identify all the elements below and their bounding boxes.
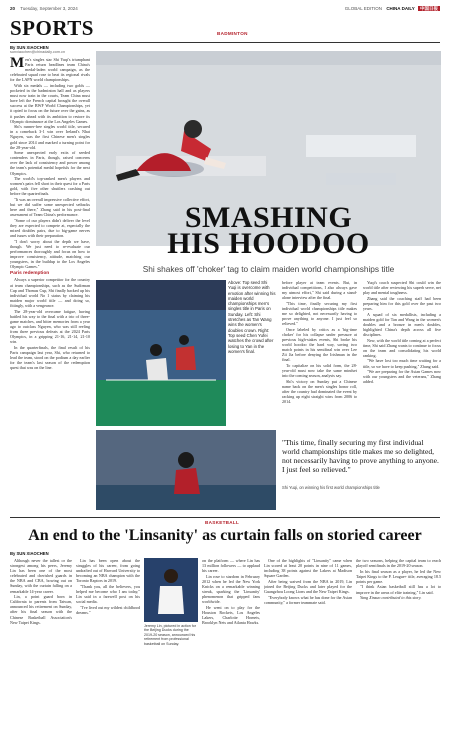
mid-rule (10, 517, 440, 518)
secondary-photo-illustration (96, 430, 276, 510)
col1b-para-2: "Some of our players didn't deliver the level they are expected to compete at, especially the mixed doubles pairs, due to big-game nerves and issues with their preparation. (10, 217, 90, 239)
col2-para-1: "This time, finally securing my first individual world championships title makes me so delighted, not necessarily having to prove anything to anyone. I just feel so relieved." (282, 300, 357, 327)
bcol4-para-1: After being waived from the NBA in 2019, Lin joined the Beijing Ducks and later played for the Guangzhou Loong Lions and the New Taipei Kings. (264, 578, 352, 595)
bcol1-para-1: Lin, a point guard born in California to parents from Taiwan, announced his retirement on Sunday, after his final season with the Chinese Basketball Association's New Taipei Kings. (10, 594, 72, 625)
top-story-col1 (10, 57, 90, 509)
bcol4-para-2: "Everybody knows what he has done for the Asian community," a former teammate said. (264, 594, 352, 605)
top-rule (10, 42, 440, 43)
pull-quote-attribution: Shi Yuqi, on winning his first world championships title (282, 485, 380, 490)
bottom-col5 (356, 558, 441, 738)
deck-subtitle: Shi shakes off 'choker' tag to claim maiden world championships title (142, 264, 395, 274)
col1b-para-1: "It was an overall impressive collective effort, but we did suffer some unexpected setbacks here and there," Zhang said in his post-final assessment of Team China's performance. (10, 197, 90, 218)
bcol5-para-1: In his final season as a player, he led the New Taipei Kings to the P. League+ title, averaging 18.5 points per game. (356, 568, 441, 584)
col3-para-4: "We have lost too much time waiting for a title, so we have to keep pushing," Zhang said. (363, 358, 441, 369)
col3-para-3: New, with the world title coming at a perfect time, Shi said Zhang wants to continue to focus on the team and consolidating his world ranking. (363, 337, 441, 358)
bottom-story-tag: BASKETBALL (205, 520, 240, 525)
col3-para-2: A squad of six medallists, including a maiden gold for Tan and Wang in the women's doubles and a bronze in men's doubles, highlighted China's depth across all five disciplines. (363, 311, 441, 337)
bcol3-para-2: He went on to play for the Houston Rockets, Los Angeles Lakers, Charlotte Hornets, Brooklyn Nets and Atlanta Hawks. (202, 604, 260, 626)
col1-para-3: Some unexpected early exits of seeded contenders in Paris, though, raised concerns over the lack of consistency and power among the team's potential medal hopefuls for the next Olympics. (10, 150, 90, 176)
col1c-para-2: In the quarterfinals, the final result of his Paris campaign last year, Shi, who returned to lead the team, stood on the podium a day earlier for the team's last season of the redemption quest that was on the line. (10, 344, 90, 371)
col1-para-0: en's singles star Shi Yuqi's triumphant Paris return headlines team China's medal-laden world campaign, as the celebrated squad rose to beat its regional rivals for the LAPN world championships. (10, 57, 90, 83)
pull-quote: "This time, finally securing my first individual world championships title makes me so delighted, not necessarily having to prove anything to anyone. I just feel so relieved." (282, 438, 439, 474)
col1-para-1: With six medals — including two golds — pocketed in the badminton hall and as players must now train in the courts, Team China must have left the French capital brought the overall success at the BWF World Championships, yet it opted to focus on the future over the gains, as it pushes ahead with its ambition to restore its Olympic dominance at the Los Angeles Games. (10, 82, 90, 124)
bcol5-para-3: Yang Xinsuo contributed to this story. (360, 595, 422, 601)
header-right (345, 6, 440, 12)
subhead-paris: Paris redemption (10, 271, 50, 277)
bcol2-para-0: Lin has been open about the struggles of his career, from going undrafted out of Harvard University to becoming an NBA champion with the Toronto Raptors in 2019. (76, 558, 140, 584)
bcol1-para-0: Although never the tallest or the strongest among his peers, Jeremy Lin has been one of the most celebrated and cherished guards in the NBA and CBA, bowing out on Sunday, with the curtain falling on a remarkable 14-year career. (10, 558, 72, 594)
bottom-col1 (10, 558, 72, 738)
lin-photo (144, 558, 198, 622)
headline-line1: SMASHING (184, 201, 353, 234)
col3-para-1: Zhang said the coaching staff had been preparing him for this gold over the past two years. (363, 295, 441, 311)
dropcap: M (10, 57, 25, 71)
top-story-tag: BADMINTON (217, 31, 248, 36)
bcol5-para-0: the two seasons, helping the capital team to reach playoff semifinals in the 2019-20 season. (356, 558, 441, 569)
col1c-para-1: The 28-year-old overcame fatigue, having battled his way to the final with a trio of three-game matches, and bitter memories from a year ago to outclass Nguyen, who was still reeling from three previous defeats at the 2024 Paris Olympics, in a gripping 21-16, 21-14, 21-10 win. (10, 308, 90, 345)
bcol2-para-1: "Thank you, all the believers, you helped me become who I am today," Lin said in a farewell post on his social media. (76, 583, 140, 605)
top-story-byline: By SUN XIAOCHEN (10, 45, 49, 50)
court-photo (96, 280, 226, 426)
bcol3-para-0: on the platform — where Lin has 13 million followers — to applaud his career. (202, 558, 260, 574)
col1b-para-3: "I don't worry about the depth we have, though. We just need to re-evaluate our performances thoroughly and focus on how to improve consistency, attitude, matching our youngsters, in the buildup to the Los Angeles Olympic Games." (10, 238, 90, 270)
issue-date: Tuesday, September 3, 2024 (20, 6, 78, 11)
court-photo-illustration (96, 280, 226, 426)
paper-name-cn: 中国日报 (420, 6, 438, 11)
col3-para-0: Yuqi's coach suspected Shi could win the world title after reviewing his superb serve, net play and mental toughness. (363, 280, 441, 296)
lin-photo-illustration (144, 558, 198, 622)
col2-para-4: Shi's victory on Sunday put a Chinese name back on the men's singles honor roll, after the country had dominated the event by racking up eight straight wins from 2006 to 2014. (282, 378, 357, 405)
bcol5-para-2: "I think Asian basketball still has a lot to improve in the areas of elite training," Lin said. (356, 584, 441, 595)
section-title: SPORTS (10, 16, 94, 40)
col1b-para-0: The world's top-ranked men's players and women's pairs fell short in their quest for a Paris gold, with five other shuttlers crashing out before the quarterfinals. (10, 176, 90, 197)
header-left (10, 6, 78, 11)
col3-para-5: "We are preparing for the Asian Games now with our youngsters and the veterans," Zhang added. (363, 369, 441, 385)
secondary-photo (96, 430, 276, 510)
col2-para-2: Once labeled by critics as a 'big-time choker' for his collapse under pressure at previous high-stakes events, Shi broke his world hoodoo the hard way, saving two match points in his semifinal win over Lee Zii Jia before denying the Irishman in the final. (282, 326, 357, 363)
lin-photo-caption: Jeremy Lin, pictured in action for the Beijing Ducks during the 2019-20 season, announced his retirement from professional basketball on Sunday. (144, 624, 196, 646)
page-number: 20 (10, 6, 16, 11)
col2-para-3: To capitalize on his solid form, the 28-year-old must now take the same mindset into the coming season, analysts say. (282, 363, 357, 379)
top-story-byline-email: sunxiaochen@chinadaily.com.cn (10, 50, 66, 54)
caption-text: Above: Top seed Shi Yuqi is overcome with emotion after winning his maiden world championships men's singles title in Paris on Sunday. Left: Shi stretches as Tan Wang wins the women's doubles crown. Right: Top seed Chen Yufei watches the crowd after losing to Yan in the women's final. (228, 280, 276, 354)
paper-name: CHINA DAILY (386, 6, 415, 11)
bottom-headline: An end to the 'Linsanity' as curtain falls on storied career (28, 527, 422, 544)
photo-caption (228, 280, 276, 426)
col1c-para-0: Always a superior competitor for the country at team championships, such as the Sudirman Cup and Thomas Cup, Shi finally backed up his individual world No 1 status by claiming his maiden major world title — and doing so, fittingly, with a vengeance. (10, 277, 90, 308)
bcol3-para-1: Lin rose to stardom in February 2012 when he led the New York Knicks on a remarkable winning streak, sparking the 'Linsanity' phenomenon that gripped fans worldwide. (202, 573, 260, 605)
bottom-col3 (202, 558, 260, 738)
bcol4-para-0: One of the highlights of "Linsanity" came when Lin scored at least 20 points in nine of 11 games, including 38 points against the Lakers at Madison Square Garden. (264, 558, 352, 579)
col1-para-2: Shi's runner-free singles world title, secured in a comeback 3-1 win over Ireland's Nhat Nguyen, was the first Chinese men's singles gold since 2014 and marked a turning point for the 28-year-old. (10, 124, 90, 150)
edition-label: GLOBAL EDITION (344, 6, 383, 11)
main-headline (96, 201, 441, 260)
bottom-col2 (76, 558, 140, 738)
top-story-col2 (282, 280, 357, 430)
headline-line2: HIS HOODOO (167, 227, 370, 260)
bcol2-para-2: "I've lived out my wildest childhood dreams." (76, 604, 140, 615)
col2-para-0: before player at team events. But, in individual competitions, I also always gave my utmost effort," Shi said during a stand-alone interview after the final. (282, 280, 357, 301)
bottom-col4 (264, 558, 352, 738)
page-header (10, 6, 440, 16)
bottom-story-byline: By SUN XIAOCHEN (10, 551, 49, 556)
